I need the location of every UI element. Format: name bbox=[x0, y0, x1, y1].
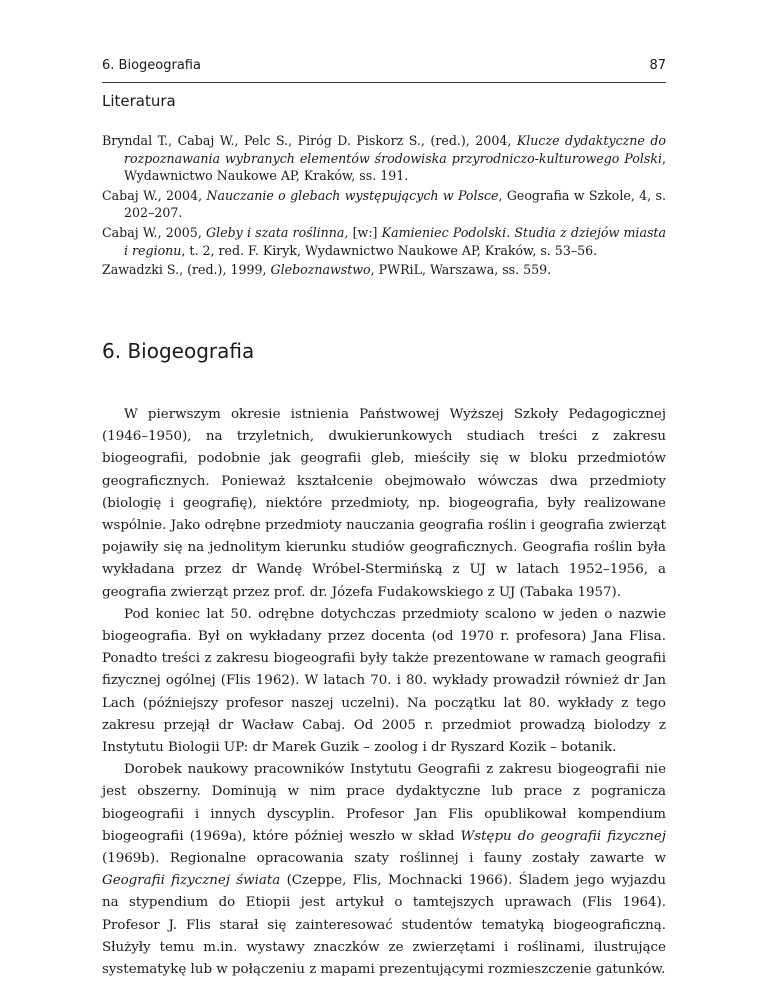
reference-list bbox=[102, 132, 666, 281]
reference-item: Zawadzki S., (red.), 1999, Gleboznawstwo, PWRiL, Warszawa, ss. 559. bbox=[102, 262, 552, 278]
paragraph: Pod koniec lat 50. odrębne dotychczas przedmioty scalono w jeden o nazwie biogeografia. Był on wykładany przez docenta (od 1970 r. profesora) Jana Flisa. Ponadto treści z zakresu biogeografii były także prezentowane w ramach geografii fizycznej ogólnej (Flis 1962). W latach 70. i 80. wykłady prowadził również dr Jan Lach (późniejszy profesor naszej uczelni). Na początku lat 80. wykłady z tego zakresu przejął dr Wacław Cabaj. Od 2005 r. przedmiot prowadzą biolodzy z Instytutu Biologii UP: dr Marek Guzik – zoolog i dr Ryszard Kozik – botanik. bbox=[102, 606, 666, 756]
section-heading: 6. Biogeografia bbox=[102, 339, 255, 363]
running-head-chapter: 6. Biogeografia bbox=[102, 58, 201, 73]
paragraph: Dorobek naukowy pracowników Instytutu Geografii z zakresu biogeografii nie jest obszerny. Dominują w nim prace dydaktyczne lub prace z pogranicza biogeografii i innych dyscyplin. Profesor Jan Flis opublikował kompendium biogeografii (1969a), które później weszło w skład Wstępu do geografii fizycznej (1969b). Regionalne opracowania szaty roślinnej i fauny zostały zawarte w Geografii fizycznej świata (Czeppe, Flis, Mochnacki 1966). Śladem jego wyjazdu na stypendium do Etiopii jest artykuł o tamtejszych uprawach (Flis 1964). Profesor J. Flis starał się zainteresować studentów tematyką biogeograficzną. Służyły temu m.in. wystawy znaczków ze zwierzętami i roślinami, ilustrujące systematykę lub w połączeniu z mapami prezentującymi rozmieszczenie gatunków. bbox=[102, 762, 667, 978]
literature-heading: Literatura bbox=[102, 92, 176, 110]
reference-item: Bryndal T., Cabaj W., Pelc S., Piróg D. Piskorz S., (red.), 2004, Klucze dydaktyczne do rozpoznawania wybranych elementów środowiska przyrodniczo-kulturowego Polski, Wydawnictwo Naukowe AP, Kraków, ss. 191. bbox=[102, 133, 666, 184]
body-text bbox=[102, 404, 666, 981]
reference-item: Cabaj W., 2004, Nauczanie o glebach występujących w Polsce, Geografia w Szkole, 4, s. 202–207. bbox=[102, 187, 666, 221]
running-head bbox=[102, 58, 666, 73]
reference-item: Cabaj W., 2005, Gleby i szata roślinna, [w:] Kamieniec Podolski. Studia z dziejów miasta i regionu, t. 2, red. F. Kiryk, Wydawnictwo Naukowe AP, Kraków, s. 53–56. bbox=[102, 224, 666, 258]
page-number: 87 bbox=[649, 58, 666, 73]
paragraph: W pierwszym okresie istnienia Państwowej Wyższej Szkoły Pedagogicznej (1946–1950), na trzyletnich, dwukierunkowych studiach treści z zakresu biogeografii, podobnie jak geografii gleb, mieściły się w bloku przedmiotów geograficznych. Ponieważ kształcenie obejmowało wówczas dwa przedmioty (biologię i geografię), niektóre przedmioty, np. biogeografia, były realizowane wspólnie. Jako odrębne przedmioty nauczania geografia roślin i geografia zwierząt pojawiły się na jednolitym kierunku studiów geograficznych. Geografia roślin była wykładana przez dr Wandę Wróbel-Stermińską z UJ w latach 1952–1956, a geografia zwierząt przez prof. dr. Józefa Fudakowskiego z UJ (Tabaka 1957). bbox=[102, 407, 666, 600]
header-rule bbox=[102, 82, 666, 83]
